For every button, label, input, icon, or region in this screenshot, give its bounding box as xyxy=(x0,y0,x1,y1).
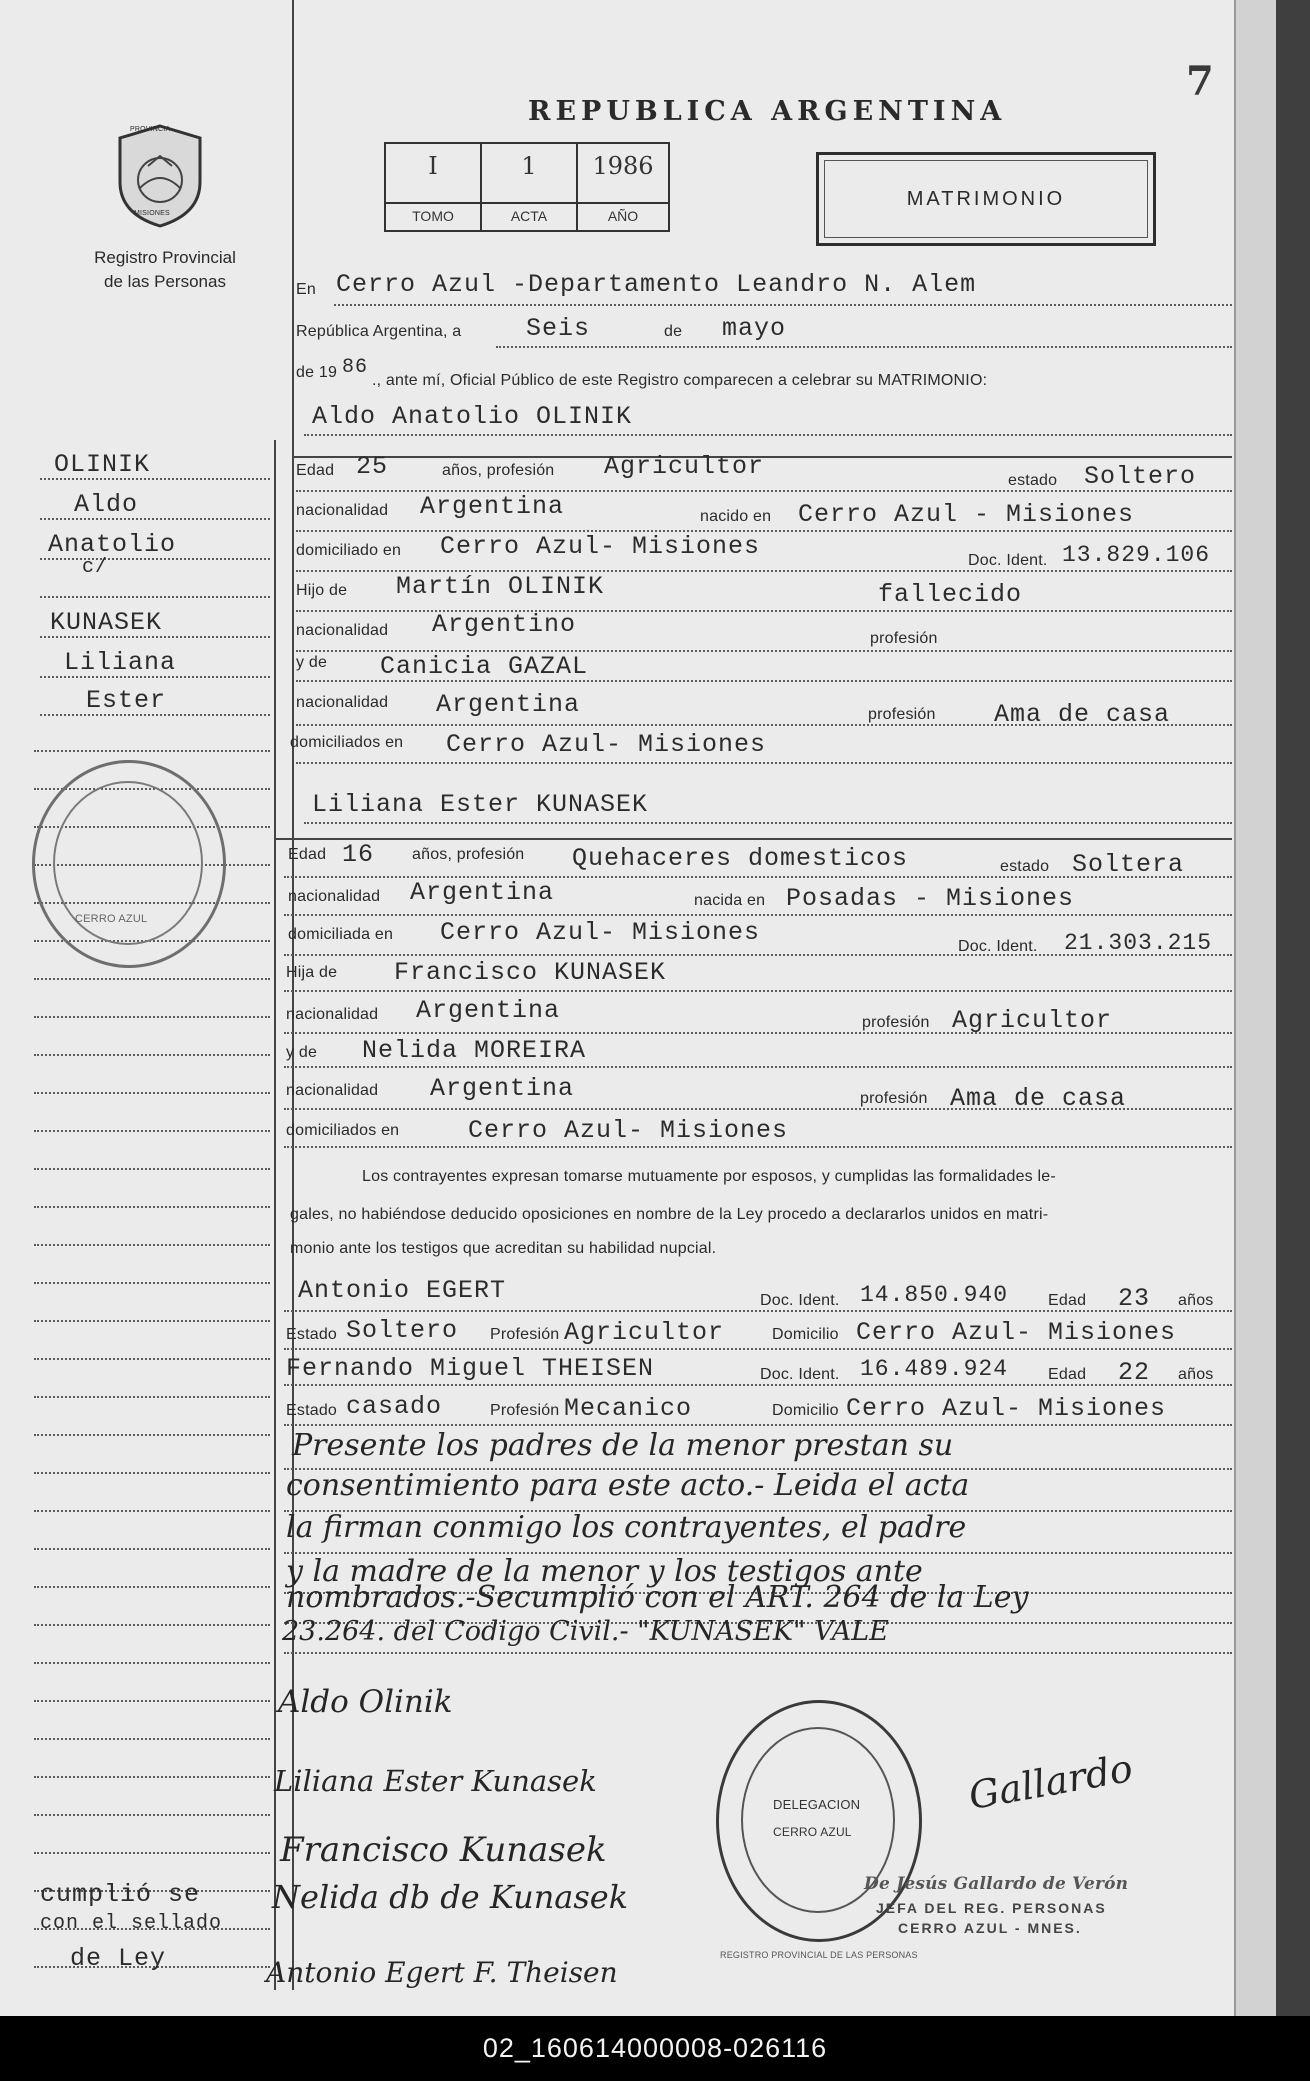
bride-dom-label: domiciliada en xyxy=(288,926,394,943)
dotted-line xyxy=(296,724,1232,726)
dotted-line xyxy=(284,1032,1232,1034)
bride-domicile: Cerro Azul- Misiones xyxy=(440,918,761,947)
margin-stamp-note-1: cumplió se xyxy=(40,1880,201,1909)
year-suffix: 86 xyxy=(342,356,369,379)
groom-age: 25 xyxy=(356,452,389,481)
dotted-line xyxy=(284,1652,1232,1654)
document-type: MATRIMONIO xyxy=(824,160,1148,238)
groom-estado: Soltero xyxy=(1084,462,1197,491)
registry-name-line1: Registro Provincial xyxy=(94,248,236,267)
margin-ruled-line xyxy=(34,1548,270,1550)
ante-text: ., ante mí, Oficial Público de este Registro comparecen a celebrar su MATRIMONIO: xyxy=(372,372,988,389)
witness2-anos-label: años xyxy=(1178,1366,1214,1383)
bride-profession: Quehaceres domesticos xyxy=(572,844,909,873)
dotted-line xyxy=(40,518,270,520)
registry-name xyxy=(70,246,260,294)
witness1-doc: 14.850.940 xyxy=(860,1282,1009,1308)
witness2-prof: Mecanico xyxy=(564,1394,693,1423)
page-number: 7 xyxy=(1186,58,1214,105)
bride-father-label: Hija de xyxy=(286,964,338,981)
witness2-estado-label: Estado xyxy=(286,1402,338,1419)
margin-ruled-line xyxy=(34,978,270,980)
bride-age-label: Edad xyxy=(288,846,327,863)
witness1-age: 23 xyxy=(1118,1284,1151,1313)
note-line-3: la firman conmigo los contrayentes, el padre xyxy=(286,1510,967,1545)
witness1-name: Antonio EGERT xyxy=(298,1276,507,1305)
groom-parents-dom: Cerro Azul- Misiones xyxy=(446,730,767,759)
de-label: de xyxy=(664,323,683,340)
groom-mother-label: y de xyxy=(296,654,328,671)
dotted-line xyxy=(284,954,1232,956)
dotted-line xyxy=(496,346,1232,348)
witness2-doc-label: Doc. Ident. xyxy=(760,1366,840,1383)
margin-ruled-line xyxy=(34,1320,270,1322)
note-line-5: nombrados.-Secumplió con el ART. 264 de la Ley xyxy=(286,1580,1029,1615)
bride-mother-nat: Argentina xyxy=(430,1074,575,1103)
groom-age-label: Edad xyxy=(296,462,335,479)
declaration-line-3: monio ante los testigos que acreditan su habilidad nupcial. xyxy=(290,1240,717,1257)
note-line-6: 23.264. del Codigo Civil.- "KUNASEK" VALE xyxy=(282,1616,889,1647)
groom-estado-label: estado xyxy=(1008,472,1058,489)
note-line-1: Presente los padres de la menor prestan su xyxy=(292,1428,954,1463)
official-title: JEFA DEL REG. PERSONAS xyxy=(876,1900,1107,1916)
dotted-line xyxy=(284,914,1232,916)
acta-cell xyxy=(482,144,578,230)
margin-name-2: Aldo xyxy=(74,490,139,519)
bride-estado-label: estado xyxy=(1000,858,1050,875)
seal-right-subtext: CERRO AZUL xyxy=(773,1825,852,1839)
seal-right-text: DELEGACION xyxy=(773,1797,861,1812)
registry-name-line2: de las Personas xyxy=(104,272,226,291)
seal-left-text: CERRO AZUL xyxy=(75,913,148,925)
bride-mother-prof-label: profesión xyxy=(860,1090,928,1107)
dotted-line xyxy=(284,1108,1232,1110)
dotted-line xyxy=(40,714,270,716)
groom-father-prof-label: profesión xyxy=(870,630,938,647)
margin-stamp-note-2: con el sellado xyxy=(40,1912,223,1935)
dotted-line xyxy=(40,676,270,678)
groom-parents-dom-label: domiciliados en xyxy=(290,734,404,751)
witness1-anos-label: años xyxy=(1178,1292,1214,1309)
tomo-value: I xyxy=(428,152,438,180)
margin-ruled-line xyxy=(34,1586,270,1588)
bride-estado: Soltera xyxy=(1072,850,1185,879)
dotted-line xyxy=(296,762,1232,764)
margin-ruled-line xyxy=(34,1662,270,1664)
witness1-age-label: Edad xyxy=(1048,1292,1087,1309)
witnesses-signature: Antonio Egert F. Theisen xyxy=(266,1956,618,1989)
bride-father: Francisco KUNASEK xyxy=(394,958,667,987)
file-id-bar: 02_160614000008-026116 xyxy=(0,2016,1310,2081)
witness2-dom: Cerro Azul- Misiones xyxy=(846,1394,1167,1423)
day-value: Seis xyxy=(526,314,591,343)
country-title: REPUBLICA ARGENTINA xyxy=(528,96,1007,127)
registry-seal-left xyxy=(32,760,226,968)
margin-ruled-line xyxy=(34,1054,270,1056)
margin-name-6: Liliana xyxy=(64,648,177,677)
dotted-line xyxy=(40,558,270,560)
margin-ruled-line xyxy=(34,1396,270,1398)
dotted-line xyxy=(284,1424,1232,1426)
groom-doc: 13.829.106 xyxy=(1062,542,1211,568)
margin-name-5: KUNASEK xyxy=(50,608,163,637)
bride-signature: Liliana Ester Kunasek xyxy=(274,1764,597,1798)
ano-cell xyxy=(578,144,668,230)
witness2-dom-label: Domicilio xyxy=(772,1402,839,1419)
bride-nat-label: nacionalidad xyxy=(288,888,381,905)
groom-father-label: Hijo de xyxy=(296,582,348,599)
seal-right-caption: REGISTRO PROVINCIAL DE LAS PERSONAS xyxy=(720,1950,918,1960)
witness1-dom-label: Domicilio xyxy=(772,1326,839,1343)
witness1-doc-label: Doc. Ident. xyxy=(760,1292,840,1309)
section-rule xyxy=(276,838,1232,840)
groom-father-status: fallecido xyxy=(878,580,1023,609)
bride-parents-dom: Cerro Azul- Misiones xyxy=(468,1116,789,1145)
groom-born-label: nacido en xyxy=(700,508,772,525)
margin-ruled-line xyxy=(34,1510,270,1512)
bride-parents-dom-label: domiciliados en xyxy=(286,1122,400,1139)
groom-profession: Agricultor xyxy=(604,452,765,481)
dotted-line xyxy=(40,478,270,480)
groom-mother: Canicia GAZAL xyxy=(380,652,589,681)
place-value: Cerro Azul -Departamento Leandro N. Alem xyxy=(336,270,977,299)
page-edge xyxy=(1234,0,1276,2016)
margin-ruled-line xyxy=(34,1738,270,1740)
bride-father-prof: Agricultor xyxy=(952,1006,1113,1035)
margin-ruled-line xyxy=(34,1434,270,1436)
dotted-line xyxy=(284,1384,1232,1386)
bride-doc: 21.303.215 xyxy=(1064,930,1213,956)
dotted-line xyxy=(40,636,270,638)
dotted-line xyxy=(284,1310,1232,1312)
dotted-line xyxy=(284,1146,1232,1148)
acta-value: 1 xyxy=(521,152,537,180)
emblem-label-bottom: MISIONES xyxy=(134,210,170,217)
ano-value: 1986 xyxy=(592,152,654,180)
bride-father-nat: Argentina xyxy=(416,996,561,1025)
margin-name-3: Anatolio xyxy=(48,530,177,559)
margin-ruled-line xyxy=(34,1130,270,1132)
margin-ruled-line xyxy=(34,1206,270,1208)
bride-born: Posadas - Misiones xyxy=(786,884,1075,913)
witness1-estado-label: Estado xyxy=(286,1326,338,1343)
groom-doc-label: Doc. Ident. xyxy=(968,552,1048,569)
margin-ruled-line xyxy=(34,1358,270,1360)
margin-ruled-line xyxy=(34,750,270,752)
bride-mother-nat-label: nacionalidad xyxy=(286,1082,379,1099)
groom-father-nat: Argentino xyxy=(432,610,577,639)
witness2-prof-label: Profesión xyxy=(490,1402,560,1419)
ano-label: AÑO xyxy=(578,202,668,228)
dotted-line xyxy=(40,596,270,598)
groom-name-heading: Aldo Anatolio OLINIK xyxy=(312,402,633,431)
tomo-cell xyxy=(386,144,482,230)
tomo-label: TOMO xyxy=(386,202,480,228)
tomo-acta-box xyxy=(384,142,670,232)
note-line-2: consentimiento para este acto.- Leida el acta xyxy=(286,1468,970,1503)
groom-profession-label: años, profesión xyxy=(442,462,555,479)
dotted-line xyxy=(304,434,1232,436)
witness2-age-label: Edad xyxy=(1048,1366,1087,1383)
groom-mother-prof: Ama de casa xyxy=(994,700,1171,729)
margin-ruled-line xyxy=(34,1472,270,1474)
groom-born: Cerro Azul - Misiones xyxy=(798,500,1135,529)
groom-nationality: Argentina xyxy=(420,492,565,521)
dotted-line xyxy=(284,1348,1232,1350)
bride-mother: Nelida MOREIRA xyxy=(362,1036,587,1065)
groom-dom-label: domiciliado en xyxy=(296,542,402,559)
witness1-estado: Soltero xyxy=(346,1316,459,1345)
dotted-line xyxy=(284,1066,1232,1068)
margin-ruled-line xyxy=(34,1168,270,1170)
bride-doc-label: Doc. Ident. xyxy=(958,938,1038,955)
bride-profession-label: años, profesión xyxy=(412,846,525,863)
margin-name-7: Ester xyxy=(86,686,167,715)
bride-name-heading: Liliana Ester KUNASEK xyxy=(312,790,649,819)
margin-ruled-line xyxy=(34,1282,270,1284)
emblem-label-top: PROVINCIA xyxy=(130,126,171,133)
margin-column-rule xyxy=(274,440,276,1990)
bride-father-prof-label: profesión xyxy=(862,1014,930,1031)
groom-signature: Aldo Olinik xyxy=(278,1684,453,1720)
witness1-prof-label: Profesión xyxy=(490,1326,560,1343)
dotted-line xyxy=(304,822,1232,824)
declaration-line-1: Los contrayentes expresan tomarse mutuamente por esposos, y cumplidas las formalidades le- xyxy=(362,1168,1056,1185)
witness2-name: Fernando Miguel THEISEN xyxy=(286,1354,655,1383)
official-office: CERRO AZUL - MNES. xyxy=(898,1920,1082,1936)
margin-ruled-line xyxy=(34,1700,270,1702)
margin-ruled-line xyxy=(34,1244,270,1246)
groom-father: Martín OLINIK xyxy=(396,572,605,601)
year-prefix: de 19 xyxy=(296,364,338,381)
groom-domicile: Cerro Azul- Misiones xyxy=(440,532,761,561)
margin-ruled-line xyxy=(34,1814,270,1816)
margin-ruled-line xyxy=(34,1624,270,1626)
bride-born-label: nacida en xyxy=(694,892,766,909)
margin-name-4: c/ xyxy=(82,556,109,579)
groom-nat-label: nacionalidad xyxy=(296,502,389,519)
groom-mother-nat-label: nacionalidad xyxy=(296,694,389,711)
groom-mother-nat: Argentina xyxy=(436,690,581,719)
mother-signature: Nelida db de Kunasek xyxy=(272,1878,629,1916)
witness1-prof: Agricultor xyxy=(564,1318,725,1347)
acta-label: ACTA xyxy=(482,202,576,228)
witness1-dom: Cerro Azul- Misiones xyxy=(856,1318,1177,1347)
note-line-4: y la madre de la menor y los testigos ante xyxy=(286,1554,923,1589)
official-name: De Jesús Gallardo de Verón xyxy=(864,1874,1129,1894)
groom-father-nat-label: nacionalidad xyxy=(296,622,389,639)
groom-mother-prof-label: profesión xyxy=(868,706,936,723)
bride-age: 16 xyxy=(342,840,375,869)
month-value: mayo xyxy=(722,314,787,343)
margin-ruled-line xyxy=(34,1092,270,1094)
margin-ruled-line xyxy=(34,1852,270,1854)
dotted-line xyxy=(284,990,1232,992)
witness2-estado: casado xyxy=(346,1392,443,1421)
republica-label: República Argentina, a xyxy=(296,323,462,340)
en-label: En xyxy=(296,281,316,298)
document-type-box xyxy=(816,152,1156,246)
bride-mother-prof: Ama de casa xyxy=(950,1084,1127,1113)
witness2-age: 22 xyxy=(1118,1358,1151,1387)
bride-nationality: Argentina xyxy=(410,878,555,907)
bride-mother-label: y de xyxy=(286,1044,318,1061)
dotted-line xyxy=(296,530,1232,532)
father-signature: Francisco Kunasek xyxy=(280,1830,607,1870)
margin-ruled-line xyxy=(34,1016,270,1018)
dotted-line xyxy=(334,304,1232,306)
margin-stamp-note-3: de Ley xyxy=(70,1944,167,1973)
bride-father-nat-label: nacionalidad xyxy=(286,1006,379,1023)
official-signature: Gallardo xyxy=(965,1745,1136,1819)
declaration-line-2: gales, no habiéndose deducido oposiciones en nombre de la Ley procedo a declararlos unidos en matri- xyxy=(290,1206,1049,1223)
witness2-doc: 16.489.924 xyxy=(860,1356,1009,1382)
margin-name-1: OLINIK xyxy=(54,450,151,479)
margin-ruled-line xyxy=(34,1776,270,1778)
dotted-line xyxy=(296,680,1232,682)
